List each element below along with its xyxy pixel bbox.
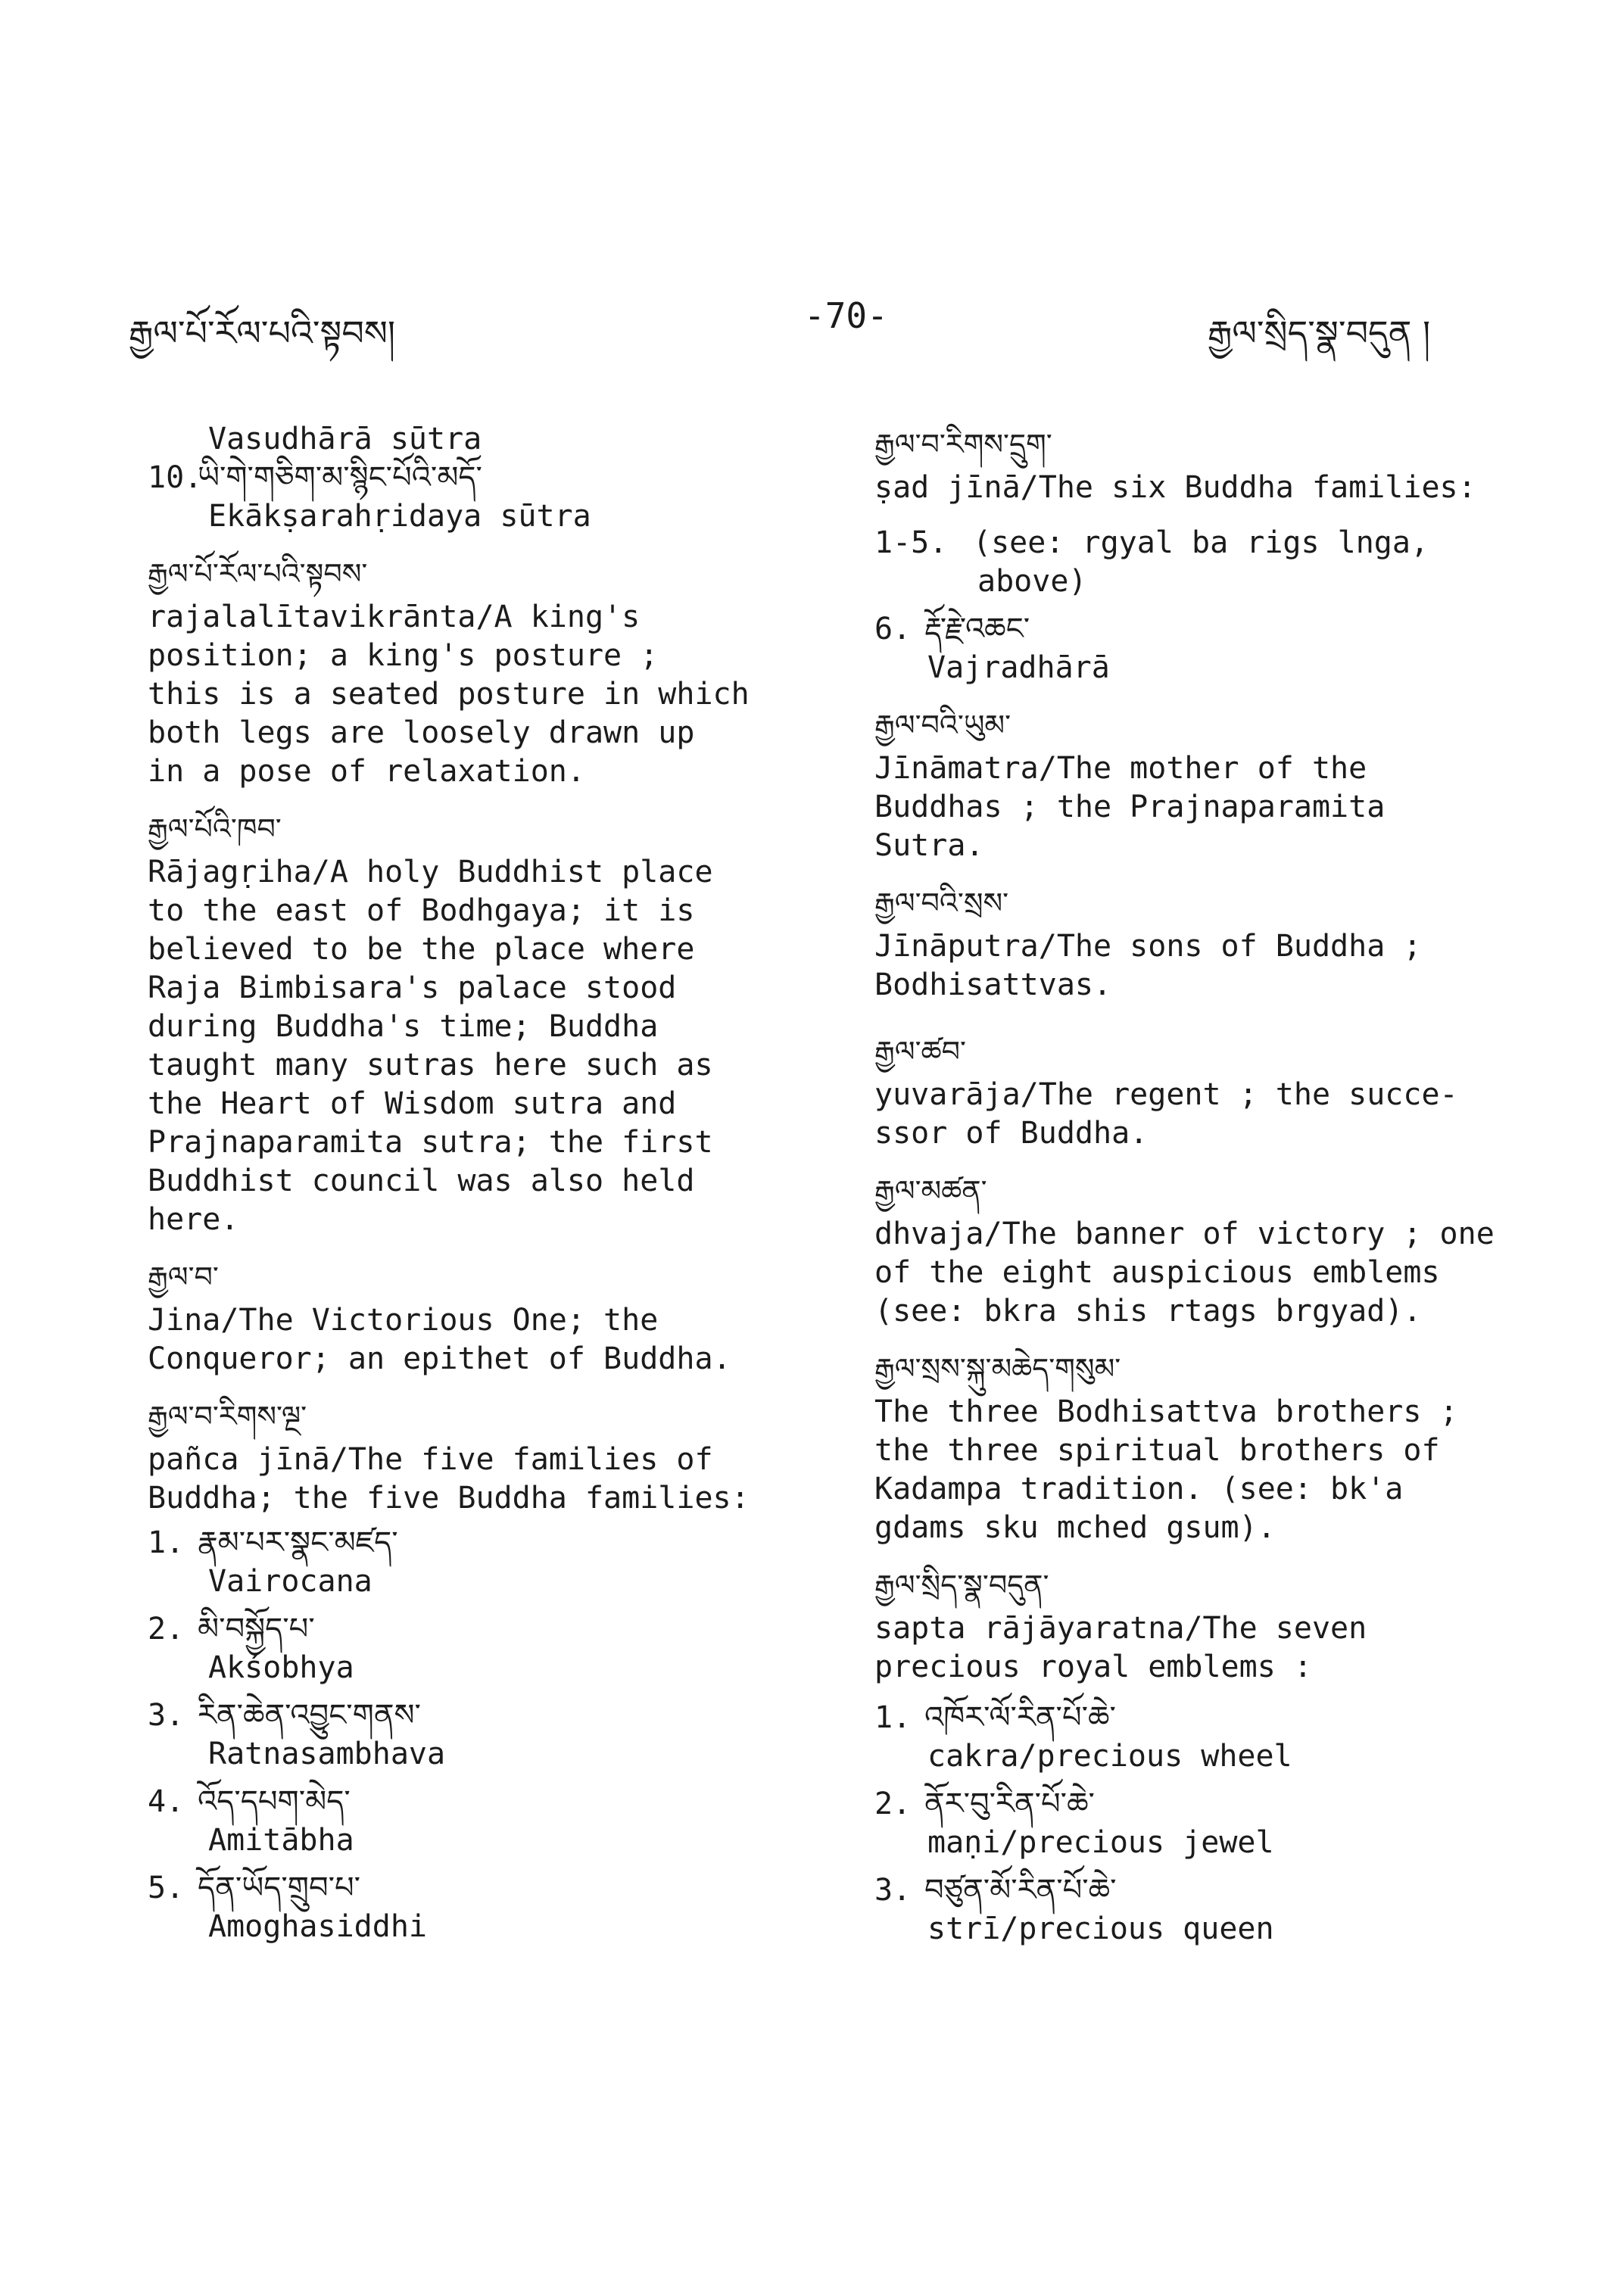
entry-heading: རྒྱལ་པོའི་ཁབ་ xyxy=(148,812,282,846)
list-item xyxy=(148,1783,814,1821)
entry-line: Prajnaparamita sutra; the first xyxy=(148,1125,713,1160)
list-item xyxy=(148,1696,814,1735)
entry-heading: རྒྱལ་ཚབ་ xyxy=(874,1035,966,1068)
entry-line: dhvaja/The banner of victory ; one xyxy=(874,1217,1495,1251)
item-number: 6. xyxy=(874,612,912,646)
entry-line: both legs are loosely drawn up xyxy=(148,715,695,750)
item-number: 2. xyxy=(874,1787,912,1821)
item-number: 3. xyxy=(874,1873,912,1908)
entry-line: Jīnāmatra/The mother of the xyxy=(874,751,1367,786)
item-name: maṇi/precious jewel xyxy=(927,1825,1274,1860)
item-tibetan: དོན་ཡོད་གྲུབ་པ་ xyxy=(198,1871,361,1905)
entry-line: rajalalītavikrānta/A king's xyxy=(148,600,641,634)
entry-line: here. xyxy=(148,1202,239,1237)
entry-line: Sutra. xyxy=(874,828,984,863)
entry-heading: རྒྱལ་བ་ xyxy=(148,1260,219,1294)
list-item xyxy=(148,1610,814,1649)
entry-heading: རྒྱལ་བའི་སྲས་ xyxy=(874,886,1009,920)
item-tibetan: རྣམ་པར་སྣང་མཛད་ xyxy=(198,1525,398,1560)
entry-line: gdams sku mched gsum). xyxy=(874,1510,1276,1545)
entry-line: precious royal emblems : xyxy=(874,1650,1312,1684)
item-number: 1. xyxy=(148,1525,185,1560)
entry-line: Buddhist council was also held xyxy=(148,1164,695,1198)
item-tibetan: འཁོར་ལོ་རིན་པོ་ཆེ་ xyxy=(924,1700,1116,1735)
item-tibetan: ཡི་གེ་གཅིག་མ་སྙིང་པོའི་མདོ་ xyxy=(198,460,482,495)
left-column xyxy=(148,420,814,1946)
entry-line: sapta rājāyaratna/The seven xyxy=(874,1611,1367,1646)
entry-line: of the eight auspicious emblems xyxy=(874,1255,1440,1290)
entry-line: The three Bodhisattva brothers ; xyxy=(874,1394,1458,1429)
item-tibetan: རིན་ཆེན་འབྱུང་གནས་ xyxy=(198,1698,421,1733)
entry-line: the Heart of Wisdom sutra and xyxy=(148,1086,677,1121)
item-number: 2. xyxy=(148,1612,185,1647)
item-text: (see: rgyal ba rigs lnga, xyxy=(973,525,1429,560)
right-column xyxy=(874,420,1541,1949)
entry-line: believed to be the place where xyxy=(148,932,695,967)
item-tibetan: རྡོ་རྗེ་འཆང་ xyxy=(924,612,1030,646)
entry-line: Kadampa tradition. (see: bk'a xyxy=(874,1472,1404,1506)
entry-line: (see: bkra shis rtags brgyad). xyxy=(874,1294,1422,1329)
item-name: Amitābha xyxy=(208,1823,354,1858)
list-item xyxy=(874,1699,1541,1737)
entry-heading: རྒྱལ་སྲས་སྐུ་མཆེད་གསུམ་ xyxy=(874,1352,1121,1385)
list-item xyxy=(874,610,1541,649)
item-text: above) xyxy=(977,564,1087,599)
list-item xyxy=(874,1871,1541,1910)
running-header-left: རྒྱལ་པོ་རོལ་པའི་སྟབས། xyxy=(129,313,396,354)
entry-line: ṣad jīnā/The six Buddha families: xyxy=(874,470,1476,505)
entry-heading: རྒྱལ་བ་རིགས་དྲུག་ xyxy=(874,428,1052,461)
entry-line: Jīnāputra/The sons of Buddha ; xyxy=(874,929,1422,964)
item-transliteration: Ekākṣarahṛidaya sūtra xyxy=(208,499,591,534)
item-name: Ratnasambhava xyxy=(208,1737,446,1771)
entry-line: yuvarāja/The regent ; the succe- xyxy=(874,1077,1458,1112)
entry-line: taught many sutras here such as xyxy=(148,1048,713,1083)
entry-line: in a pose of relaxation. xyxy=(148,754,585,789)
item-number: 10. xyxy=(148,460,203,495)
entry-line: to the east of Bodhgaya; it is xyxy=(148,893,695,928)
continuation-line: Vasudhārā sūtra xyxy=(208,422,482,456)
item-name: strī/precious queen xyxy=(927,1911,1274,1946)
item-name: Akśobhya xyxy=(208,1650,354,1685)
entry-line: Rājagṛiha/A holy Buddhist place xyxy=(148,855,713,889)
item-name: Vairocana xyxy=(208,1564,372,1599)
entry-line: Raja Bimbisara's palace stood xyxy=(148,970,677,1005)
entry-line: the three spiritual brothers of xyxy=(874,1433,1440,1468)
item-tibetan: བཙུན་མོ་རིན་པོ་ཆེ་ xyxy=(924,1873,1117,1908)
entry-heading: རྒྱལ་མཚན་ xyxy=(874,1174,987,1207)
entry-line: Jina/The Victorious One; the xyxy=(148,1303,659,1338)
entry-heading: རྒྱལ་སྲིད་སྣ་བདུན་ xyxy=(874,1569,1049,1602)
entry-line: Conqueror; an epithet of Buddha. xyxy=(148,1341,731,1376)
item-name: Amoghasiddhi xyxy=(208,1909,427,1944)
list-item xyxy=(148,1524,814,1562)
list-item-10 xyxy=(148,459,814,497)
item-number: 5. xyxy=(148,1871,185,1905)
entry-line: during Buddha's time; Buddha xyxy=(148,1009,659,1044)
item-name: cakra/precious wheel xyxy=(927,1739,1292,1774)
entry-line: this is a seated posture in which xyxy=(148,677,750,712)
entry-heading: རྒྱལ་བ་རིགས་ལྔ་ xyxy=(148,1400,307,1433)
list-item xyxy=(874,524,1541,562)
item-tibetan: འོད་དཔག་མེད་ xyxy=(198,1784,351,1819)
entry-line: position; a king's posture ; xyxy=(148,638,659,673)
page-number: -70- xyxy=(804,295,888,336)
entry-line: Bodhisattvas. xyxy=(874,967,1112,1002)
entry-line: Buddha; the five Buddha families: xyxy=(148,1481,750,1516)
item-number: 4. xyxy=(148,1784,185,1819)
item-number: 1. xyxy=(874,1700,912,1735)
item-name: Vajradhārā xyxy=(927,650,1110,685)
item-number: 1-5. xyxy=(874,525,948,560)
entry-line: ssor of Buddha. xyxy=(874,1116,1149,1151)
list-item xyxy=(148,1869,814,1908)
entry-heading: རྒྱལ་པོ་རོལ་པའི་སྟབས་ xyxy=(148,557,368,590)
running-header-right: རྒྱལ་སྲིད་སྣ་བདུན ། xyxy=(1208,313,1431,354)
entry-line: Buddhas ; the Prajnaparamita xyxy=(874,790,1386,824)
item-tibetan: མི་བསྐྱོད་པ་ xyxy=(198,1612,315,1647)
entry-heading: རྒྱལ་བའི་ཡུམ་ xyxy=(874,709,1011,742)
list-item xyxy=(874,1785,1541,1824)
entry-line: pañca jīnā/The five families of xyxy=(148,1442,713,1477)
item-tibetan: ནོར་བུ་རིན་པོ་ཆེ་ xyxy=(924,1787,1095,1821)
item-number: 3. xyxy=(148,1698,185,1733)
